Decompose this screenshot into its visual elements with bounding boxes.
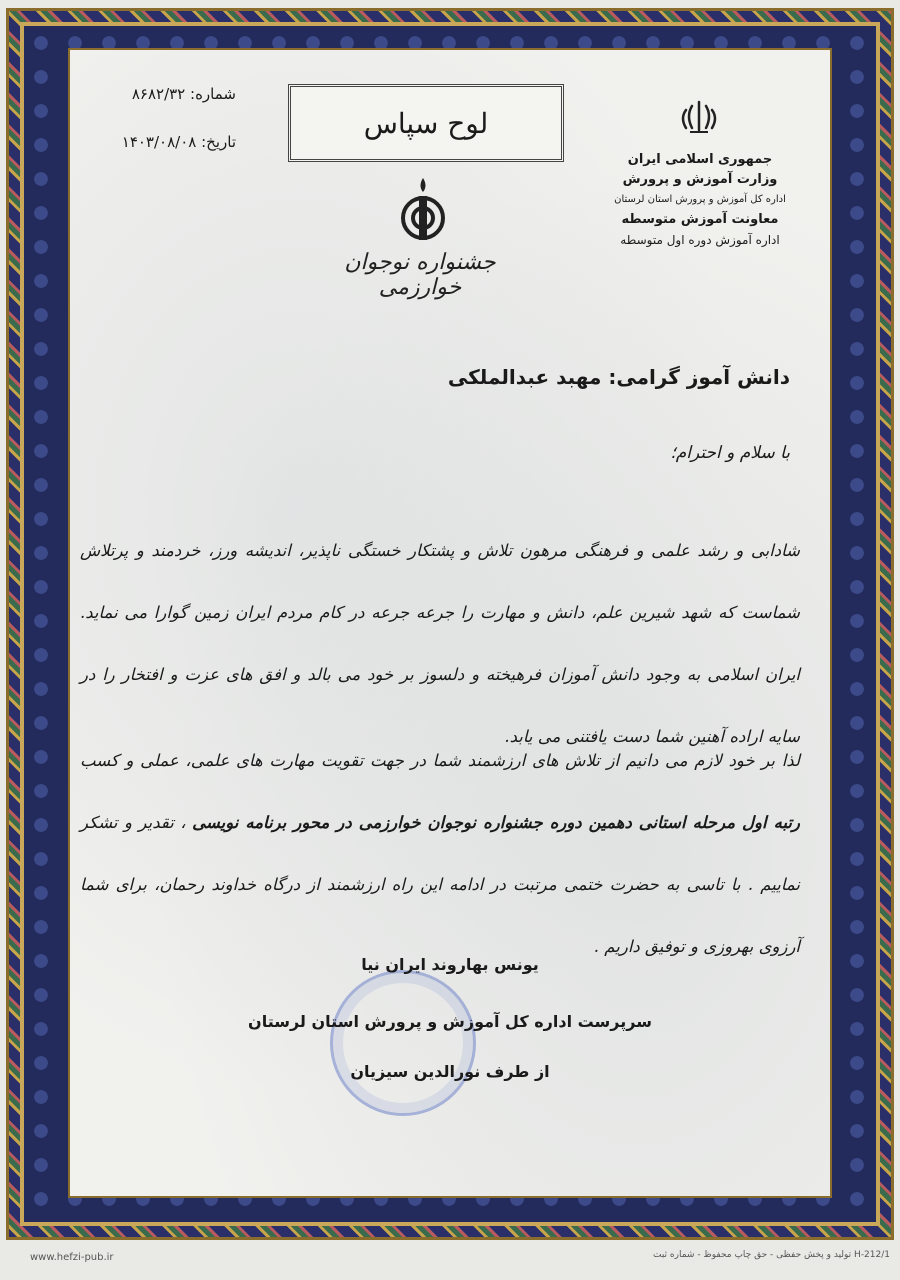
header-line-2: وزارت آموزش و پرورش bbox=[622, 172, 778, 187]
festival-logo-icon bbox=[398, 176, 448, 246]
iran-emblem-icon bbox=[676, 96, 722, 142]
official-stamp bbox=[330, 970, 476, 1116]
signer-name: یونس بهاروند ایران نیا bbox=[361, 955, 539, 974]
body-paragraph-1: شادابی و رشد علمی و فرهنگی مرهون تلاش و پشتکار خستگی ناپذیر، اندیشه ورز، خردمند و پرتلاش شماست که شهد شیرین علم، دانش و مهارت را جرعه جرعه در کام مردم ایران زمین گوارا می نماید. ایران اسلامی به وجود دانش آموزان فرهیخته و دلسوز بر خود می بالد و افق های عزت و افتخار را در سایه اراده آهنین شما دست یافتنی می یابد. bbox=[80, 541, 800, 746]
body-paragraph-2 bbox=[80, 730, 800, 978]
plaque-title bbox=[288, 84, 564, 162]
festival-logo-text: جشنواره نوجوان خوارزمی bbox=[344, 250, 496, 300]
header-line-4: معاونت آموزش متوسطه bbox=[621, 212, 779, 227]
publisher-url: www.hefzi-pub.ir bbox=[30, 1252, 114, 1263]
signer-title: سرپرست اداره کل آموزش و پرورش استان لرستان bbox=[248, 1012, 652, 1031]
recipient-salutation: دانش آموز گرامی: مهبد عبدالملکی bbox=[447, 365, 790, 389]
publisher-code: H-212/1 تولید و پخش حفظی - حق چاپ محفوظ - شماره ثبت bbox=[653, 1250, 890, 1260]
reference-number: شماره: ۸۶۸۲/۳۲ bbox=[131, 85, 236, 103]
body-paragraph-2-start: لذا بر خود لازم می دانیم از تلاش های ارزشمند شما در جهت تقویت مهارت های علمی، عملی و کسب bbox=[80, 751, 800, 770]
signer-on-behalf: از طرف نورالدین سیزیان bbox=[350, 1062, 550, 1081]
greeting: با سلام و احترام؛ bbox=[670, 443, 790, 463]
header-line-5: اداره آموزش دوره اول متوسطه bbox=[620, 233, 780, 247]
header-line-3: اداره کل آموزش و پرورش استان لرستان bbox=[614, 194, 786, 205]
plaque-title-text: لوح سپاس bbox=[363, 106, 489, 140]
header-line-1: جمهوری اسلامی ایران bbox=[627, 152, 773, 167]
issuer-header bbox=[600, 150, 800, 250]
reference-date: تاریخ: ۱۴۰۳/۰۸/۰۸ bbox=[121, 133, 236, 151]
reference-block bbox=[96, 70, 236, 166]
body-paragraph-2-end: ، تقدیر و تشکر نماییم . با تاسی به حضرت ختمی مرتبت در ادامه این راه ارزشمند از درگاه خداوند رحمان، برای شما آرزوی بهروزی و توفیق داریم . bbox=[80, 813, 800, 956]
award-text: رتبه اول مرحله استانی دهمین دوره جشنواره نوجوان خوارزمی در محور برنامه نویسی bbox=[192, 813, 800, 832]
